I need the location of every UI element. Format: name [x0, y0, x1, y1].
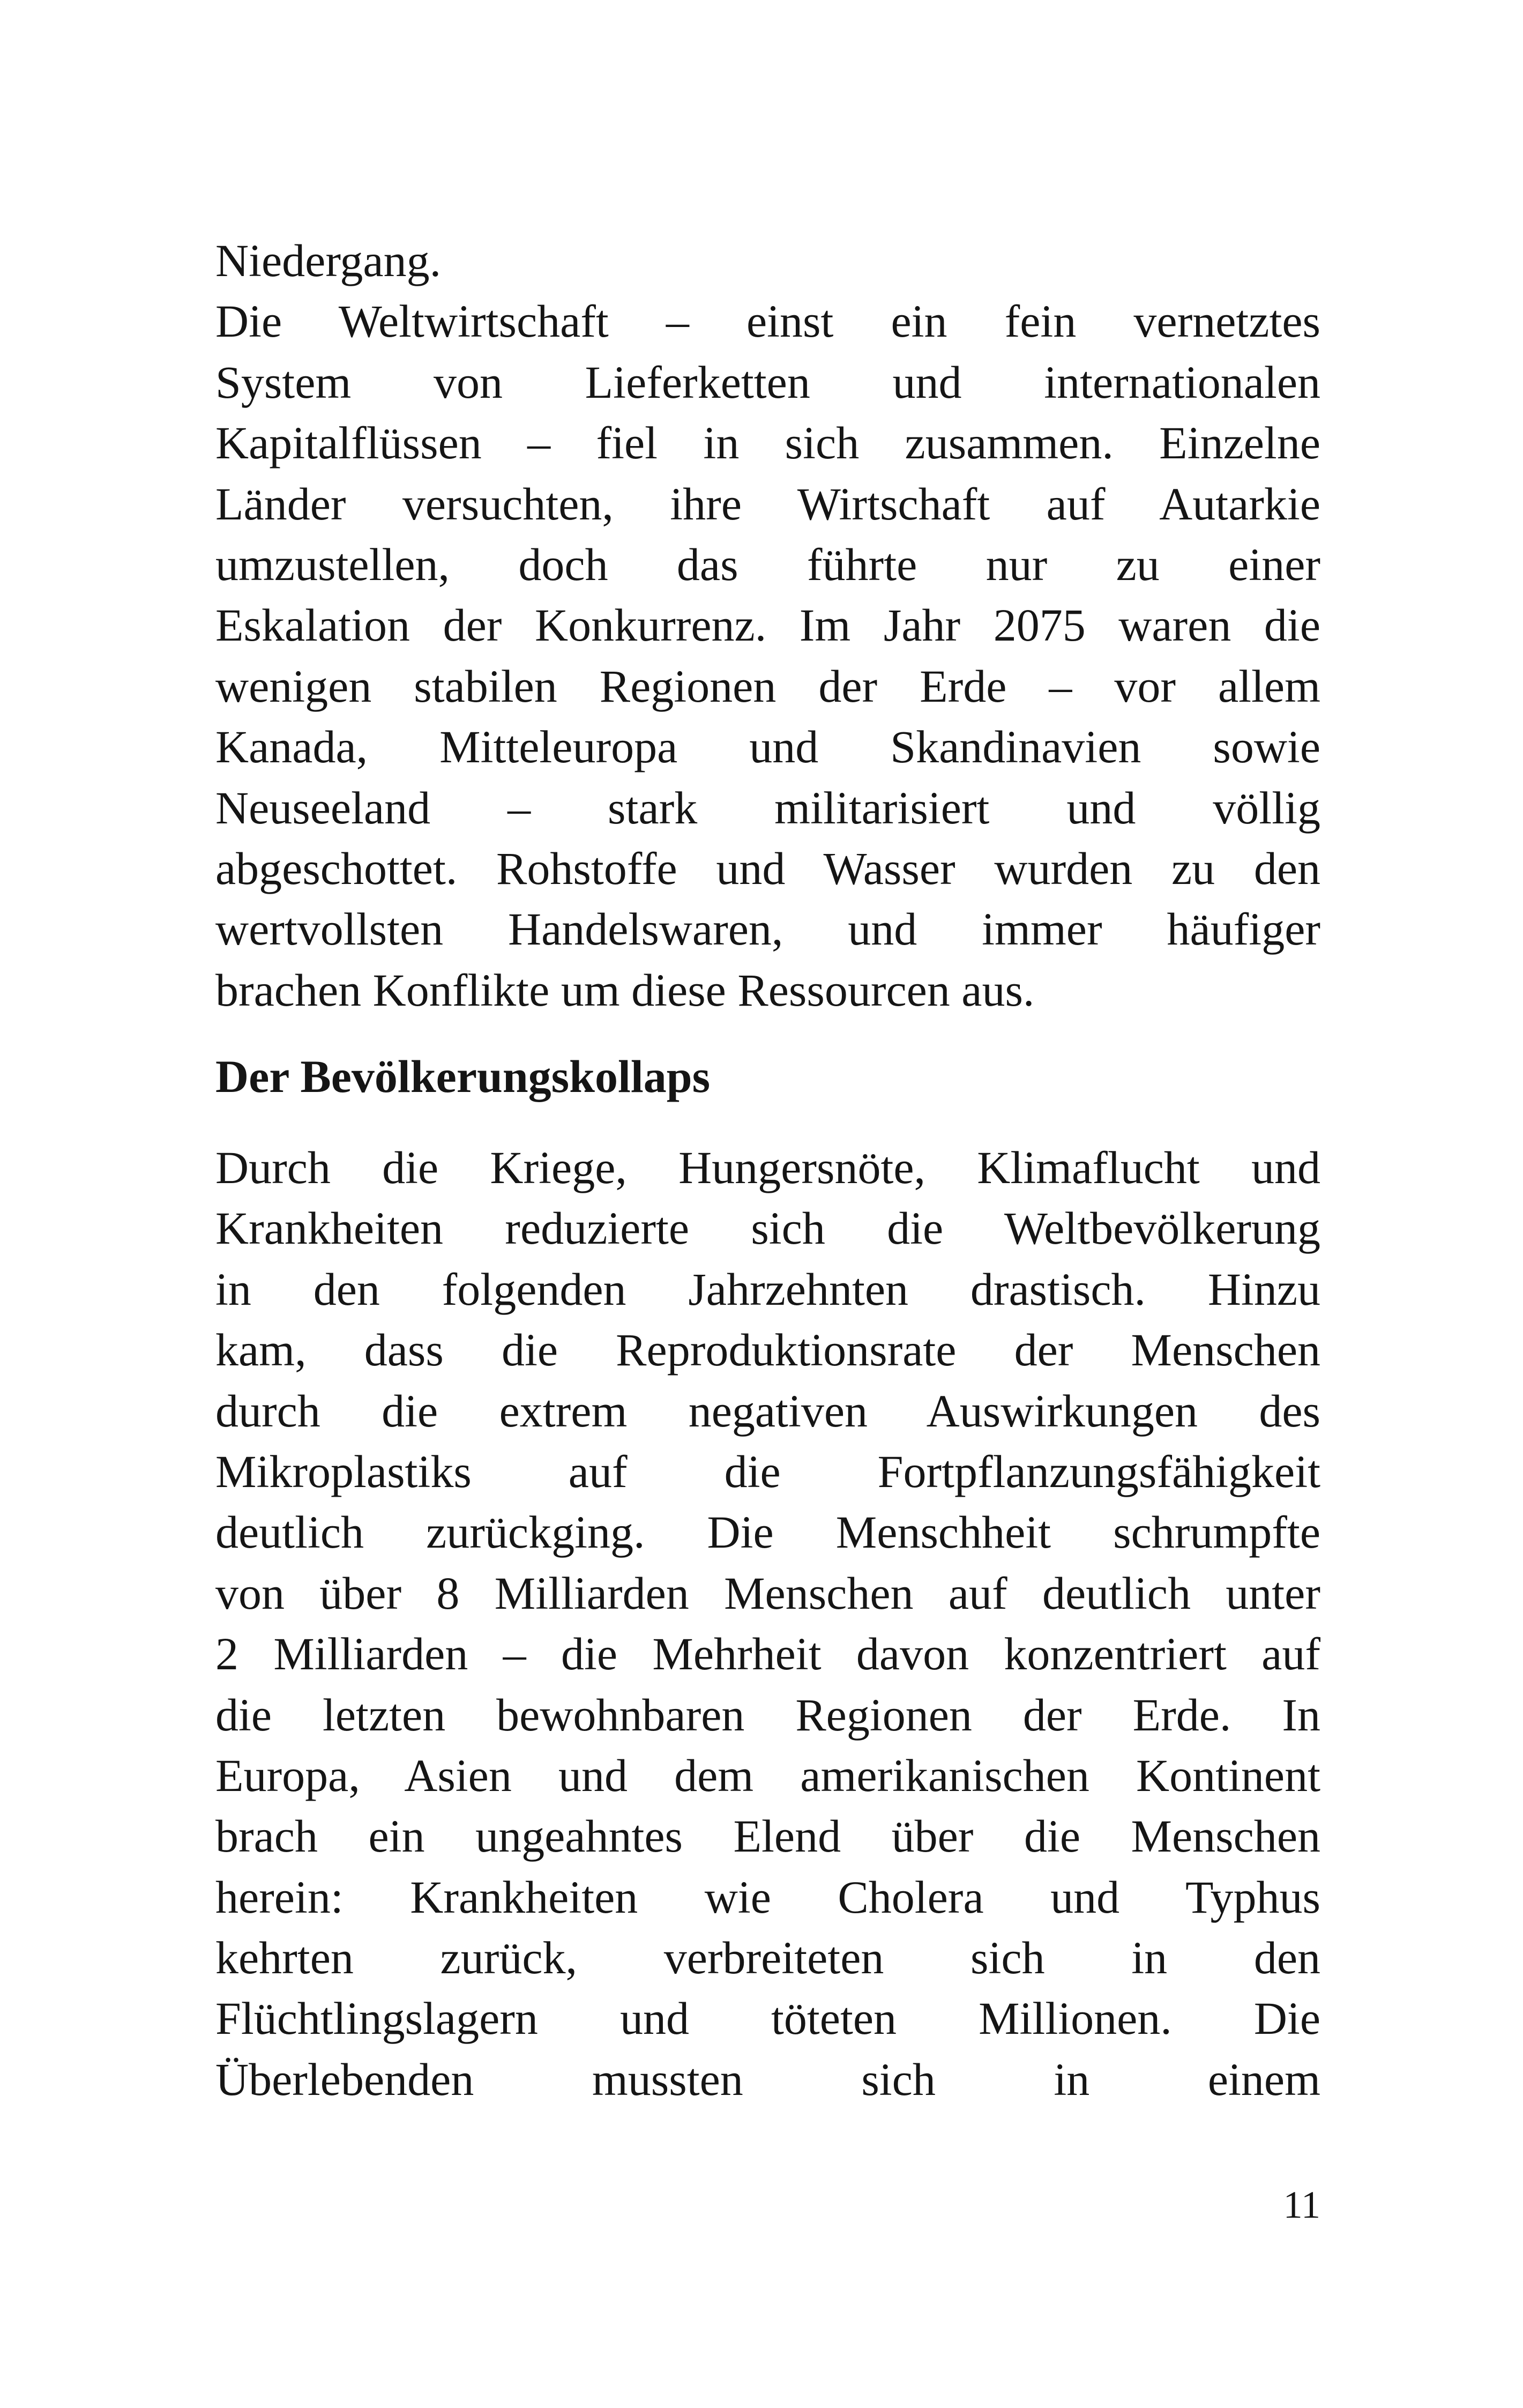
text-line: Länder versuchten, ihre Wirtschaft auf Autarkie	[215, 478, 1320, 530]
text-line: kam, dass die Reproduktionsrate der Menschen	[215, 1324, 1320, 1376]
text-line: Flüchtlingslagern und töteten Millionen. Die	[215, 1993, 1320, 2045]
text-line: abgeschottet. Rohstoffe und Wasser wurden zu den	[215, 842, 1320, 894]
text-line: Krankheiten reduzierte sich die Weltbevölkerung	[215, 1202, 1320, 1254]
text-line: durch die extrem negativen Auswirkungen des	[215, 1385, 1320, 1437]
section-heading: Der Bevölkerungskollaps	[215, 1051, 711, 1102]
text-line: von über 8 Milliarden Menschen auf deutlich unter	[215, 1567, 1320, 1619]
paragraph-economy	[215, 231, 1320, 1021]
text-line: umzustellen, doch das führte nur zu einer	[215, 538, 1320, 590]
text-line: die letzten bewohnbaren Regionen der Erde. In	[215, 1689, 1320, 1741]
text-line: wenigen stabilen Regionen der Erde – vor allem	[215, 660, 1320, 712]
text-line: brach ein ungeahntes Elend über die Menschen	[215, 1810, 1320, 1862]
text-line: Eskalation der Konkurrenz. Im Jahr 2075 waren die	[215, 599, 1320, 651]
paragraph-population-collapse	[215, 1138, 1320, 2110]
text-line: Kanada, Mitteleuropa und Skandinavien sowie	[215, 721, 1320, 773]
page-number: 11	[1283, 2183, 1320, 2226]
text-line: Neuseeland – stark militarisiert und völlig	[215, 782, 1320, 834]
text-line: in den folgenden Jahrzehnten drastisch. Hinzu	[215, 1263, 1320, 1315]
text-line: brachen Konflikte um diese Ressourcen aus.	[215, 964, 1035, 1016]
text-line: kehrten zurück, verbreiteten sich in den	[215, 1932, 1320, 1984]
text-line: deutlich zurückging. Die Menschheit schrumpfte	[215, 1506, 1320, 1558]
text-line: 2 Milliarden – die Mehrheit davon konzentriert auf	[215, 1628, 1320, 1680]
text-line: Überlebenden mussten sich in einem	[215, 2053, 1320, 2105]
text-line: wertvollsten Handelswaren, und immer häufiger	[215, 903, 1320, 955]
text-line: herein: Krankheiten wie Cholera und Typhus	[215, 1871, 1320, 1923]
text-line: Niedergang.	[215, 235, 442, 286]
text-line: Durch die Kriege, Hungersnöte, Klimaflucht und	[215, 1142, 1320, 1193]
text-line: Europa, Asien und dem amerikanischen Kontinent	[215, 1749, 1320, 1801]
text-line: Mikroplastiks auf die Fortpflanzungsfähigkeit	[215, 1445, 1320, 1497]
text-line: Kapitalflüssen – fiel in sich zusammen. Einzelne	[215, 417, 1320, 469]
text-line: Die Weltwirtschaft – einst ein fein vernetztes	[215, 295, 1320, 347]
text-line: System von Lieferketten und internationalen	[215, 356, 1320, 408]
